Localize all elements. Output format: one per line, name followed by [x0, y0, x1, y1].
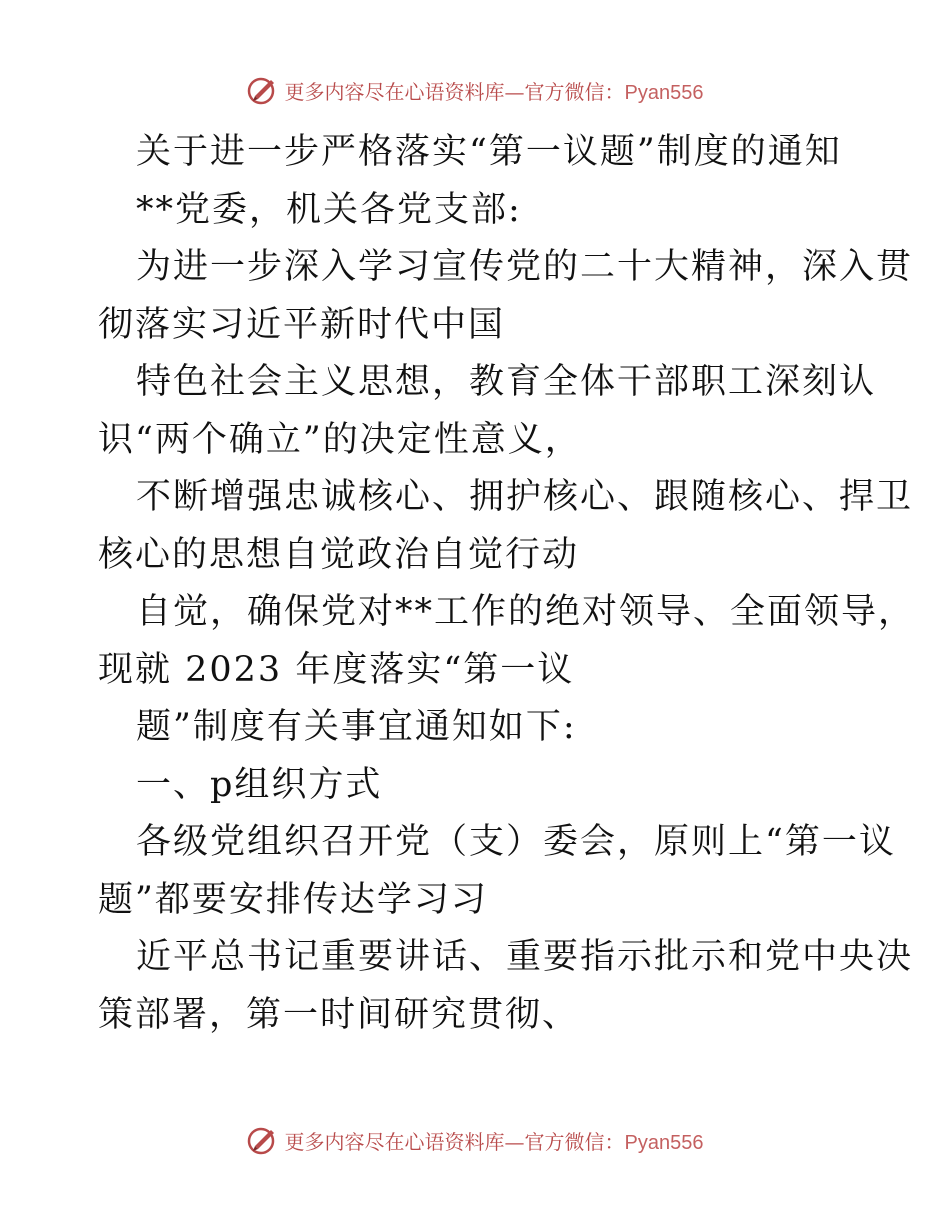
text-line: 核心的思想自觉政治自觉行动	[98, 534, 580, 575]
text-line: 关于进一步严格落实“第一议题”制度的通知	[136, 132, 842, 172]
document-body	[98, 124, 916, 1044]
text-line: 不断增强忠诚核心、拥护核心、跟随核心、捍卫	[136, 477, 914, 517]
text-line: 一、p组织方式	[136, 764, 383, 805]
text-line: 彻落实习近平新时代中国	[98, 304, 506, 345]
text-line: 为进一步深入学习宣传党的二十大精神，深入贯	[136, 247, 914, 287]
text-line: 识“两个确立”的决定性意义，	[98, 419, 582, 460]
text-line: 各级党组织召开党（支）委会，原则上“第一议	[136, 822, 896, 862]
watermark-header	[0, 70, 950, 110]
text-line: 策部署，第一时间研究贯彻、	[98, 994, 580, 1035]
text-line: **党委，机关各党支部:	[136, 189, 522, 230]
text-line: 特色社会主义思想，教育全体干部职工深刻认	[136, 362, 877, 402]
watermark-text: 更多内容尽在心语资料库—官方微信：Pyan556	[284, 1129, 704, 1154]
text-line: 自觉，确保党对**工作的绝对领导、全面领导，	[136, 592, 916, 632]
pen-logo-icon	[247, 1124, 279, 1156]
text-line: 近平总书记重要讲话、重要指示批示和党中央决	[136, 937, 914, 977]
watermark-text: 更多内容尽在心语资料库—官方微信：Pyan556	[284, 79, 704, 104]
pen-logo-icon	[247, 74, 279, 106]
text-line: 现就 2023 年度落实“第一议	[98, 649, 575, 690]
text-line: 题”制度有关事宜通知如下:	[136, 707, 577, 747]
text-line: 题”都要安排传达学习习	[98, 879, 488, 920]
watermark-footer	[0, 1120, 950, 1160]
